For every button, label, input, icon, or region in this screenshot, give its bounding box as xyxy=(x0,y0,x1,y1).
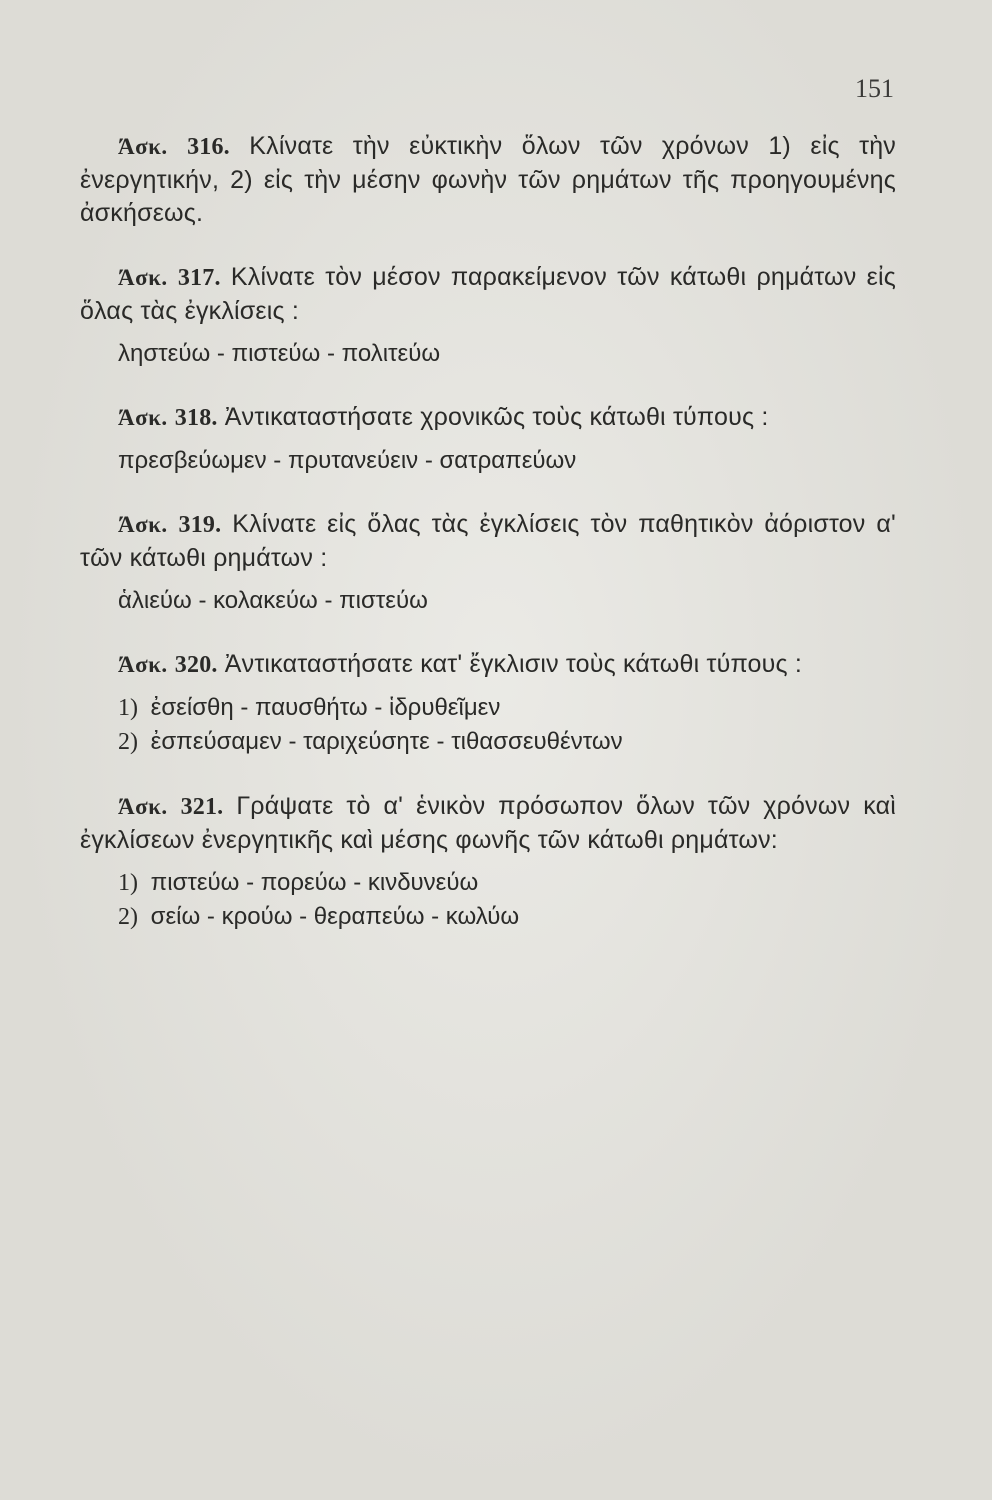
exercise-list xyxy=(80,130,896,965)
exercise-text: Κλίνατε τὴν εὐκτικὴν ὅλων τῶν χρόνων 1) εἰς τὴν ἐνεργητικήν, 2) εἰς τὴν μέσην φωνὴν τῶν ρημάτων τῆς προηγουμένης ἀσκήσεως. xyxy=(80,132,896,227)
exercise-317 xyxy=(80,261,896,370)
item-index: 1) xyxy=(118,695,138,721)
exercise-paragraph xyxy=(80,261,896,328)
exercise-number: 316. xyxy=(187,134,230,160)
word-list: ἐσείσθη - παυσθήτω - ἱδρυθεῖμεν xyxy=(150,694,501,721)
exercise-320 xyxy=(80,648,896,759)
exercise-text: Γράψατε τὸ α' ἑνικὸν πρόσωπον ὅλων τῶν χρόνων καὶ ἐγκλίσεων ἐνεργητικῆς καὶ μέσης φωνῆς τῶν κάτωθι ρημάτων: xyxy=(80,792,896,854)
word-list: πιστεύω - πορεύω - κινδυνεύω xyxy=(150,869,479,896)
item-index: 2) xyxy=(118,729,138,755)
exercise-text: Κλίνατε εἰς ὅλας τὰς ἐγκλίσεις τὸν παθητικὸν ἀόριστον α' τῶν κάτωθι ρημάτων : xyxy=(80,510,896,572)
exercise-318 xyxy=(80,401,896,477)
exercise-316 xyxy=(80,130,896,230)
exercise-number: 321. xyxy=(180,794,224,820)
exercise-paragraph xyxy=(80,401,896,435)
word-list-line xyxy=(80,337,896,370)
exercise-label: Άσκ. xyxy=(118,512,168,537)
exercise-321 xyxy=(80,790,896,934)
word-list-line xyxy=(80,691,896,725)
exercise-number: 320. xyxy=(174,652,218,678)
exercise-paragraph xyxy=(80,508,896,575)
exercise-label: Άσκ. xyxy=(118,405,168,430)
word-list-line xyxy=(80,444,896,477)
exercise-number: 317. xyxy=(177,265,221,291)
exercise-text: Κλίνατε τὸν μέσον παρακείμενον τῶν κάτωθι ρημάτων εἰς ὅλας τὰς ἐγκλίσεις : xyxy=(80,263,896,325)
word-list-line xyxy=(80,584,896,617)
word-list-line xyxy=(80,900,896,934)
item-index: 2) xyxy=(118,904,138,930)
exercise-paragraph xyxy=(80,790,896,857)
exercise-label: Άσκ. xyxy=(118,652,168,677)
exercise-text: Ἀντικαταστήσατε κατ' ἔγκλισιν τοὺς κάτωθι τύπους : xyxy=(224,650,803,678)
exercise-paragraph xyxy=(80,130,896,230)
exercise-label: Άσκ. xyxy=(118,265,168,290)
word-list: πρεσβεύωμεν - πρυτανεύειν - σατραπεύων xyxy=(118,447,577,474)
exercise-paragraph xyxy=(80,648,896,682)
exercise-text: Ἀντικαταστήσατε χρονικῶς τοὺς κάτωθι τύπους : xyxy=(224,403,769,431)
exercise-label: Άσκ. xyxy=(118,134,168,159)
word-list: σείω - κρούω - θεραπεύω - κωλύω xyxy=(150,903,520,930)
page-number: 151 xyxy=(855,74,894,103)
word-list: ἐσπεύσαμεν - ταριχεύσητε - τιθασσευθέντων xyxy=(150,728,623,755)
exercise-label: Άσκ. xyxy=(118,794,168,819)
item-index: 1) xyxy=(118,870,138,896)
word-list-line xyxy=(80,725,896,759)
word-list: ἁλιεύω - κολακεύω - πιστεύω xyxy=(118,587,428,614)
exercise-319 xyxy=(80,508,896,617)
exercise-number: 318. xyxy=(174,405,218,431)
word-list-line xyxy=(80,866,896,900)
word-list: ληστεύω - πιστεύω - πολιτεύω xyxy=(118,340,441,367)
exercise-number: 319. xyxy=(178,512,222,538)
